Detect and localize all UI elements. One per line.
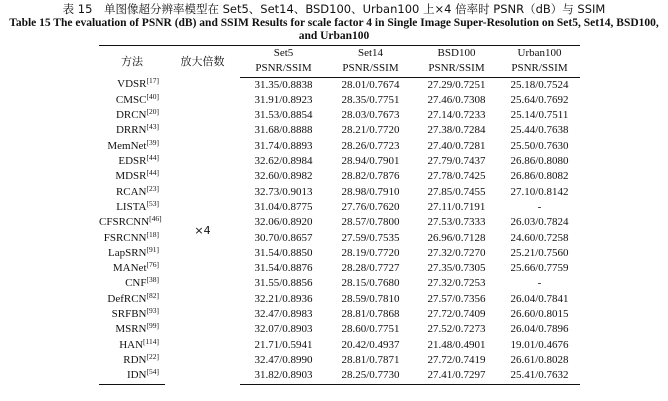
citation-ref: [93]: [146, 306, 159, 316]
set14-value: 28.59/0.7810: [341, 292, 400, 305]
citation-ref: [39]: [146, 137, 159, 147]
urban100-value: 25.64/0.7692: [510, 93, 569, 106]
set14-value: 20.42/0.4937: [341, 338, 400, 351]
method-cell: [99, 368, 165, 384]
method-cell: [99, 353, 165, 368]
header-metric: PSNR/SSIM: [327, 61, 414, 77]
method-name: DefRCN: [107, 292, 147, 305]
urban100-value: 26.86/0.8082: [510, 170, 569, 183]
bsd100-value: 27.46/0.7308: [427, 93, 486, 106]
results-table: [99, 45, 580, 385]
citation-ref: [99]: [146, 321, 159, 331]
urban100-value: -: [537, 200, 542, 213]
method-cell: [99, 123, 165, 138]
set5-value: 32.73/0.9013: [254, 185, 313, 198]
method-name: RCAN: [115, 185, 147, 198]
method-cell: [99, 77, 165, 93]
bsd100-value: 27.78/0.7425: [427, 170, 486, 183]
method-cell: [99, 93, 165, 108]
set14-value: 28.25/0.7730: [327, 368, 414, 384]
urban100-value: -: [537, 277, 542, 290]
urban100-value: 26.86/0.8080: [510, 155, 569, 168]
method-name: FSRCNN: [103, 231, 147, 244]
method-cell: [99, 154, 165, 169]
header-metric: PSNR/SSIM: [414, 61, 499, 77]
set14-value: 28.82/0.7876: [341, 170, 400, 183]
set14-value: 27.59/0.7535: [341, 231, 400, 244]
bsd100-value: 27.11/0.7191: [427, 200, 486, 213]
method-cell: [99, 139, 165, 154]
method-cell: [99, 261, 165, 276]
urban100-value: 24.60/0.7258: [510, 231, 569, 244]
set14-value: 28.26/0.7723: [341, 139, 400, 152]
set5-value: 32.06/0.8920: [254, 216, 313, 229]
set5-value: 21.71/0.5941: [254, 338, 313, 351]
citation-ref: [44]: [146, 168, 159, 178]
table-body: [99, 77, 580, 384]
urban100-value: 26.04/0.7841: [510, 292, 569, 305]
method-cell: [99, 231, 165, 246]
header-metric: PSNR/SSIM: [240, 61, 327, 77]
citation-ref: [82]: [146, 290, 159, 300]
citation-ref: [46]: [149, 214, 162, 224]
method-cell: [99, 338, 165, 353]
header-metric: PSNR/SSIM: [499, 61, 580, 77]
urban100-value: 27.10/0.8142: [510, 185, 569, 198]
method-cell: [99, 276, 165, 291]
set5-value: 32.07/0.8903: [254, 323, 313, 336]
set5-value: 30.70/0.8657: [254, 231, 313, 244]
method-name: HAN: [119, 338, 144, 351]
citation-ref: [38]: [146, 275, 159, 285]
header-set5: Set5: [240, 46, 327, 62]
bsd100-value: 27.40/0.7281: [427, 139, 486, 152]
set14-value: 28.19/0.7720: [341, 246, 400, 259]
bsd100-value: 26.96/0.7128: [427, 231, 486, 244]
set5-value: 32.21/0.8936: [254, 292, 313, 305]
set14-value: 28.81/0.7868: [341, 308, 400, 321]
set5-value: 31.91/0.8923: [254, 93, 313, 106]
citation-ref: [20]: [146, 107, 159, 117]
citation-ref: [76]: [146, 260, 159, 270]
bsd100-value: 27.57/0.7356: [427, 292, 486, 305]
method-cell: [99, 246, 165, 261]
set14-value: 28.35/0.7751: [341, 93, 400, 106]
set14-value: 28.98/0.7910: [341, 185, 400, 198]
citation-ref: [40]: [146, 91, 159, 101]
method-name: MANet: [112, 262, 147, 275]
urban100-value: 25.21/0.7560: [510, 246, 569, 259]
set5-value: 32.62/0.8984: [254, 155, 313, 168]
set5-value: 32.60/0.8982: [254, 170, 313, 183]
header-urban100: Urban100: [499, 46, 580, 62]
citation-ref: [22]: [146, 351, 159, 361]
urban100-value: 19.01/0.4676: [510, 338, 569, 351]
set14-value: 28.60/0.7751: [341, 323, 400, 336]
bsd100-value: 27.32/0.7253: [427, 277, 486, 290]
method-cell: [99, 322, 165, 337]
set5-value: 31.54/0.8850: [254, 246, 313, 259]
method-name: DRCN: [115, 109, 147, 122]
method-name: IDN: [126, 369, 147, 382]
bsd100-value: 27.41/0.7297: [414, 368, 499, 384]
set14-value: 28.21/0.7720: [341, 124, 400, 137]
method-cell: [99, 200, 165, 215]
urban100-value: 26.61/0.8028: [510, 353, 569, 366]
set14-value: 28.01/0.7674: [341, 78, 400, 91]
method-cell: [99, 292, 165, 307]
set5-value: 31.55/0.8856: [254, 277, 313, 290]
set5-value: 32.47/0.8983: [254, 308, 313, 321]
urban100-value: 25.18/0.7524: [510, 78, 569, 91]
method-name: MDSR: [115, 170, 147, 183]
citation-ref: [43]: [146, 122, 159, 132]
citation-ref: [17]: [146, 76, 159, 86]
citation-ref: [53]: [146, 198, 159, 208]
urban100-value: 25.50/0.7630: [510, 139, 569, 152]
set14-value: 28.15/0.7680: [341, 277, 400, 290]
method-name: CFSRCNN: [99, 216, 150, 229]
method-cell: [99, 108, 165, 123]
method-name: MemNet: [107, 139, 147, 152]
urban100-value: 25.44/0.7638: [510, 124, 569, 137]
bsd100-value: 27.79/0.7437: [427, 155, 486, 168]
method-name: DRRN: [115, 124, 147, 137]
bsd100-value: 27.32/0.7270: [427, 246, 486, 259]
table-caption-en: Table 15 The evaluation of PSNR (dB) and SSIM Results for scale factor 4 in Single Image Super-Resolution on Set5, Set14, BSD100, and Urban100: [9, 17, 659, 42]
bsd100-value: 27.85/0.7455: [427, 185, 486, 198]
method-name: LISTA: [116, 200, 147, 213]
method-name: LapSRN: [108, 246, 147, 259]
bsd100-value: 27.72/0.7409: [427, 308, 486, 321]
bsd100-value: 27.38/0.7284: [427, 124, 486, 137]
citation-ref: [54]: [146, 367, 159, 377]
header-bsd100: BSD100: [414, 46, 499, 62]
method-name: VDSR: [117, 78, 147, 91]
set5-value: 31.74/0.8893: [254, 139, 313, 152]
urban100-value: 26.03/0.7824: [510, 216, 569, 229]
set5-value: 31.54/0.8876: [254, 262, 313, 275]
citation-ref: [18]: [146, 229, 159, 239]
bsd100-value: 21.48/0.4901: [427, 338, 486, 351]
set5-value: 32.47/0.8990: [254, 353, 313, 366]
header-method: 方法: [99, 46, 165, 78]
bsd100-value: 27.35/0.7305: [427, 262, 486, 275]
set5-value: 31.82/0.8903: [240, 368, 327, 384]
method-name: RDN: [123, 353, 147, 366]
urban100-value: 25.41/0.7632: [499, 368, 580, 384]
bsd100-value: 27.52/0.7273: [427, 323, 486, 336]
set14-value: 27.76/0.7620: [341, 200, 400, 213]
method-name: CMSC: [115, 93, 147, 106]
table-row: [99, 77, 580, 93]
method-name: MSRN: [115, 323, 147, 336]
urban100-value: 26.60/0.8015: [510, 308, 569, 321]
method-cell: [99, 169, 165, 184]
header-scale: 放大倍数: [165, 46, 240, 78]
urban100-value: 25.66/0.7759: [510, 262, 569, 275]
set14-value: 28.03/0.7673: [341, 109, 400, 122]
set5-value: 31.68/0.8888: [254, 124, 313, 137]
header-set14: Set14: [327, 46, 414, 62]
set5-value: 31.35/0.8838: [254, 78, 313, 91]
method-name: SRFBN: [111, 308, 147, 321]
set14-value: 28.94/0.7901: [341, 155, 400, 168]
bsd100-value: 27.14/0.7233: [427, 109, 486, 122]
citation-ref: [23]: [146, 183, 159, 193]
method-cell: [99, 185, 165, 200]
citation-ref: [114]: [143, 336, 159, 346]
method-cell: [99, 307, 165, 322]
set5-value: 31.04/0.8775: [254, 200, 313, 213]
bsd100-value: 27.72/0.7419: [427, 353, 486, 366]
bsd100-value: 27.53/0.7333: [427, 216, 486, 229]
urban100-value: 25.14/0.7511: [510, 109, 569, 122]
set14-value: 28.57/0.7800: [341, 216, 400, 229]
citation-ref: [91]: [146, 244, 159, 254]
method-cell: [99, 215, 165, 230]
table-caption-cn: 表 15 单图像超分辨率模型在 Set5、Set14、BSD100、Urban100 上×4 倍率时 PSNR（dB）与 SSIM: [62, 2, 606, 16]
urban100-value: 26.04/0.7896: [510, 323, 569, 336]
bsd100-value: 27.29/0.7251: [427, 78, 486, 91]
set5-value: 31.53/0.8854: [254, 109, 313, 122]
header-row-datasets: [99, 46, 580, 62]
set14-value: 28.81/0.7871: [341, 353, 400, 366]
method-name: EDSR: [118, 155, 147, 168]
scale-cell: ×4: [194, 223, 211, 237]
method-name: CNF: [125, 277, 147, 290]
set14-value: 28.28/0.7727: [341, 262, 400, 275]
citation-ref: [44]: [146, 153, 159, 163]
